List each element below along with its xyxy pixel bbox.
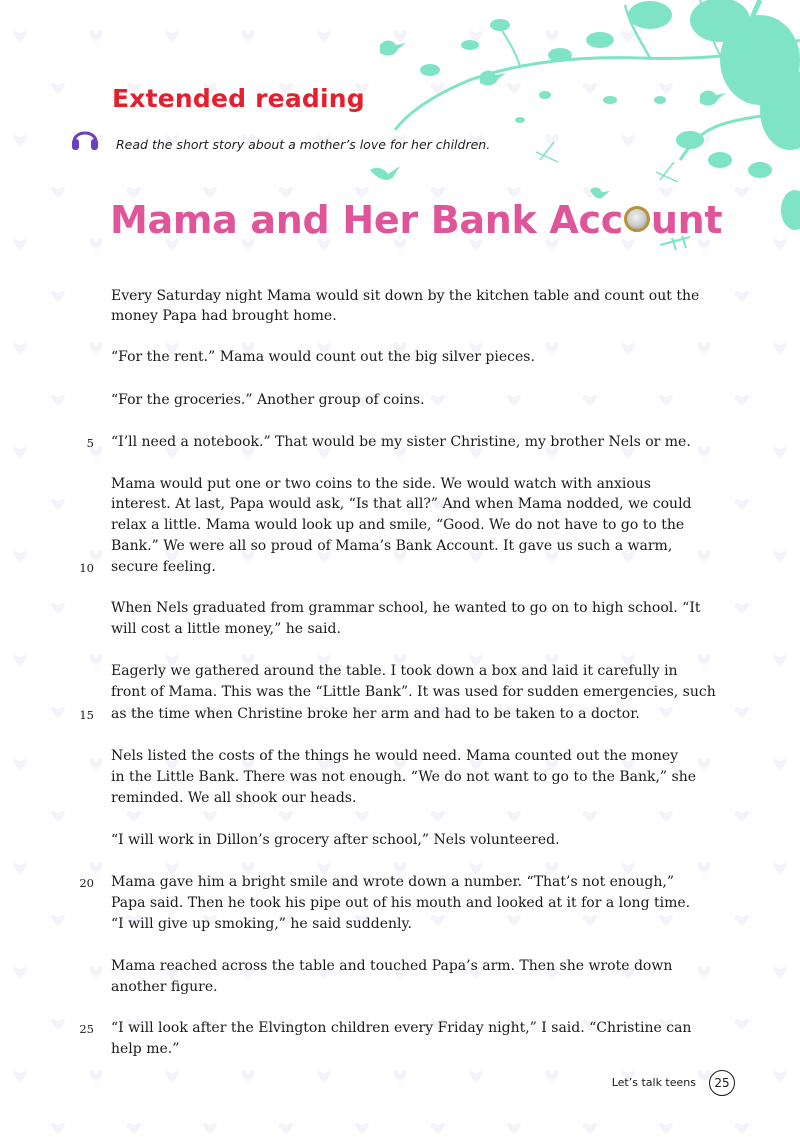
line-number: 25 xyxy=(79,1022,94,1036)
story-line: help me.” xyxy=(111,1041,180,1057)
story-title xyxy=(110,198,722,242)
page-number: 25 xyxy=(709,1070,735,1096)
story-line: “I will look after the Elvington children every Friday night,” I said. “Christine can xyxy=(111,1020,692,1036)
story-line: When Nels graduated from grammar school, he wanted to go on to high school. “It xyxy=(111,600,701,616)
story-line: “I will give up smoking,” he said suddenly. xyxy=(111,916,412,932)
story-line: Bank.” We were all so proud of Mama’s Bank Account. It gave us such a warm, xyxy=(111,538,673,554)
story-title-part2: unt xyxy=(650,198,723,242)
story-line: “I will work in Dillon’s grocery after school,” Nels volunteered. xyxy=(111,832,560,848)
story-line: “I’ll need a notebook.” That would be my sister Christine, my brother Nels or me. xyxy=(111,434,691,450)
line-number: 10 xyxy=(79,561,94,575)
story-line: “For the groceries.” Another group of coins. xyxy=(111,392,425,408)
story-line: Papa said. Then he took his pipe out of his mouth and looked at it for a long time. xyxy=(111,895,691,911)
story-line: Every Saturday night Mama would sit down by the kitchen table and count out the xyxy=(111,288,700,304)
story-line: as the time when Christine broke her arm and had to be taken to a doctor. xyxy=(111,706,640,722)
story-line: in the Little Bank. There was not enough. “We do not want to go to the Bank,” she xyxy=(111,769,696,785)
line-number: 20 xyxy=(79,876,94,890)
story-line: money Papa had brought home. xyxy=(111,308,337,324)
story-title-part1: Mama and Her Bank Acc xyxy=(110,198,623,242)
footer-book-title: Let’s talk teens xyxy=(611,1076,696,1089)
story-line: relax a little. Mama would look up and smile, “Good. We do not have to go to the xyxy=(111,517,685,533)
coin-icon xyxy=(624,206,650,232)
story-line: interest. At last, Papa would ask, “Is that all?” And when Mama nodded, we could xyxy=(111,496,692,512)
story-line: secure feeling. xyxy=(111,559,216,575)
line-number: 15 xyxy=(79,708,94,722)
headphones-icon[interactable] xyxy=(70,124,100,152)
story-line: reminded. We all shook our heads. xyxy=(111,790,357,806)
reading-instruction: Read the short story about a mother’s love for her children. xyxy=(116,137,491,152)
story-line: will cost a little money,” he said. xyxy=(111,621,341,637)
story-line: Mama gave him a bright smile and wrote down a number. “That’s not enough,” xyxy=(111,874,674,890)
section-title: Extended reading xyxy=(112,84,365,113)
story-line: Eagerly we gathered around the table. I took down a box and laid it carefully in xyxy=(111,663,678,679)
story-line: another figure. xyxy=(111,979,218,995)
story-line: Nels listed the costs of the things he would need. Mama counted out the money xyxy=(111,748,679,764)
line-number: 5 xyxy=(86,436,94,450)
story-line: Mama would put one or two coins to the side. We would watch with anxious xyxy=(111,476,651,492)
story-line: front of Mama. This was the “Little Bank”. It was used for sudden emergencies, such xyxy=(111,684,716,700)
story-line: Mama reached across the table and touched Papa’s arm. Then she wrote down xyxy=(111,958,673,974)
story-line: “For the rent.” Mama would count out the big silver pieces. xyxy=(111,349,535,365)
